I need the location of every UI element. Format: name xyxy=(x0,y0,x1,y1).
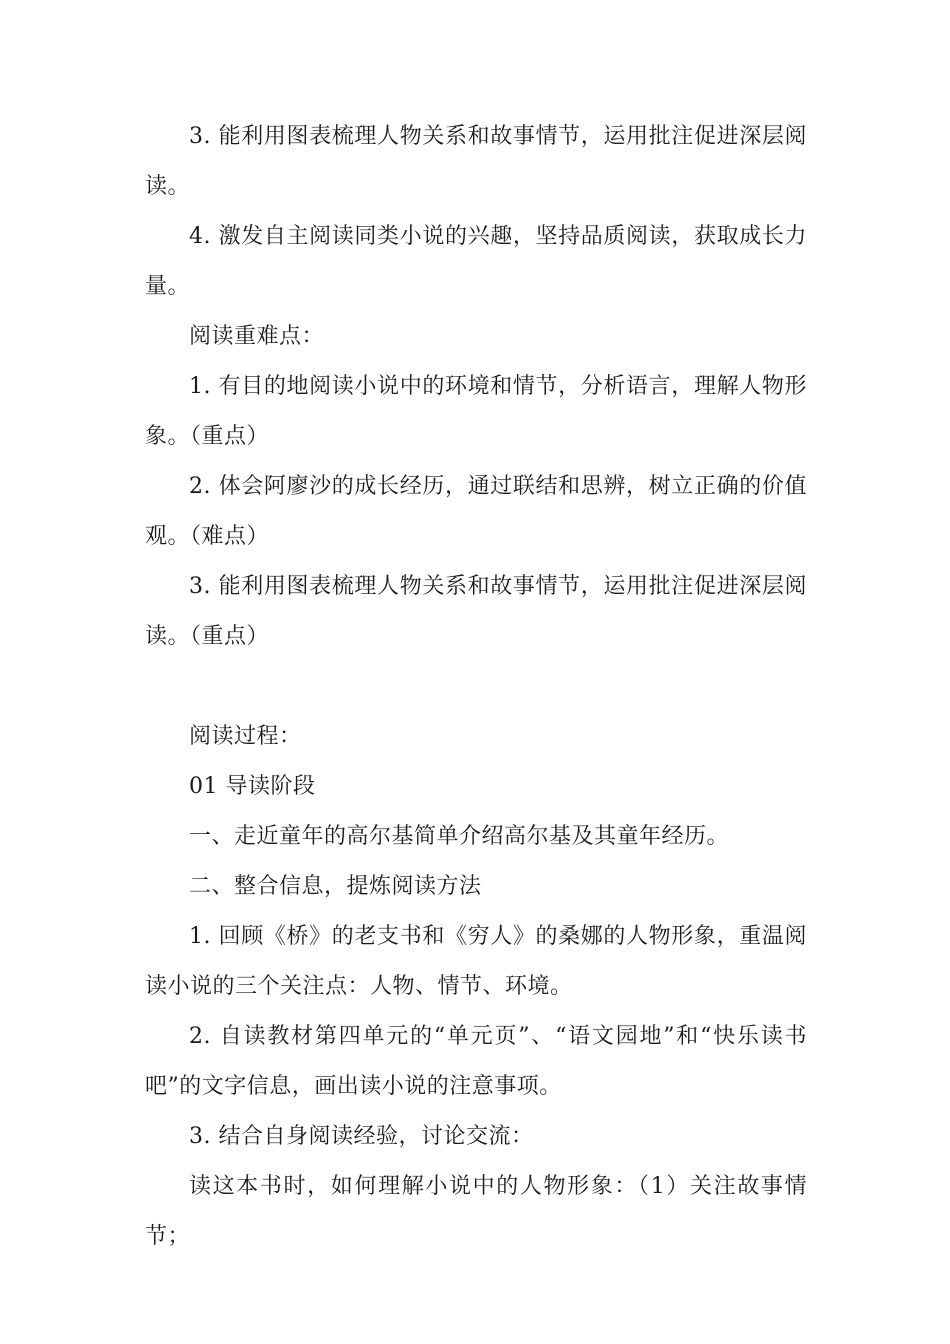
process-heading: 阅读过程： xyxy=(189,724,302,749)
key-points-heading: 阅读重难点： xyxy=(189,324,325,349)
blank-line xyxy=(145,662,807,712)
stage-heading: 01 导读阶段 xyxy=(189,774,316,799)
section-two: 二、整合信息，提炼阅读方法 xyxy=(189,874,482,899)
step-1: 1. 回顾《桥》的老支书和《穷人》的桑娜的人物形象，重温阅读小说的三个关注点：人物、情节、环境。 xyxy=(145,924,807,999)
objective-4: 4. 激发自主阅读同类小说的兴趣，坚持品质阅读，获取成长力量。 xyxy=(145,224,807,299)
discussion-question: 读这本书时，如何理解小说中的人物形象：（1）关注故事情节； xyxy=(145,1174,807,1249)
section-one: 一、走近童年的高尔基简单介绍高尔基及其童年经历。 xyxy=(189,824,730,849)
objective-3: 3. 能利用图表梳理人物关系和故事情节，运用批注促进深层阅读。 xyxy=(145,124,807,199)
key-point-3: 3. 能利用图表梳理人物关系和故事情节，运用批注促进深层阅读。（重点） xyxy=(145,574,807,649)
document-page xyxy=(145,112,807,1262)
step-3: 3. 结合自身阅读经验，讨论交流： xyxy=(189,1124,534,1149)
key-point-2: 2. 体会阿廖沙的成长经历，通过联结和思辨，树立正确的价值观。（难点） xyxy=(145,474,807,549)
key-point-1: 1. 有目的地阅读小说中的环境和情节，分析语言，理解人物形象。（重点） xyxy=(145,374,807,449)
step-2: 2. 自读教材第四单元的“单元页”、“语文园地”和“快乐读书吧”的文字信息，画出读小说的注意事项。 xyxy=(145,1024,807,1099)
